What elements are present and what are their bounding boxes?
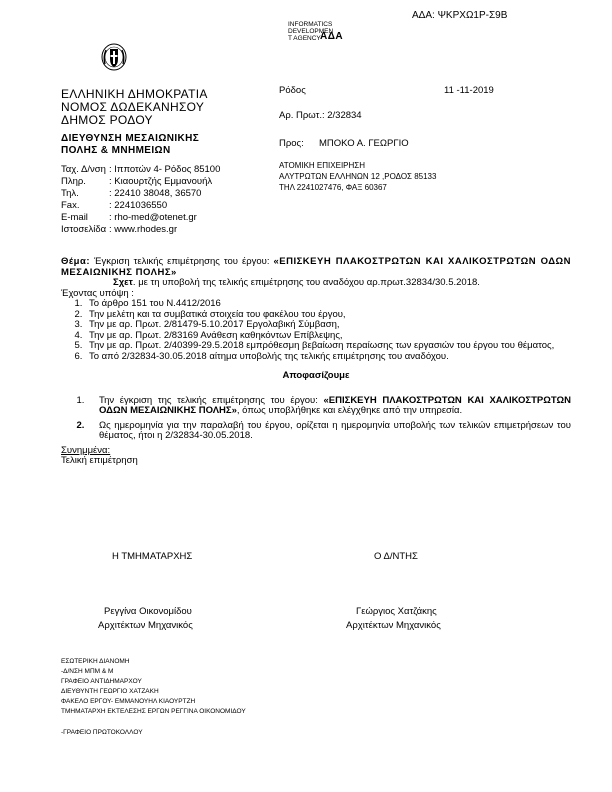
having-seen: Έχοντας υπόψη : (61, 287, 134, 299)
issuer-block (61, 88, 208, 127)
contact-label: Τηλ. (61, 188, 79, 199)
contact-label: Fax. (61, 200, 80, 211)
considerations-list (61, 299, 571, 362)
reference-text: . με τη υποβολή της τελικής επιμέτρησης του αναδόχου αρ.πρωτ.32834/30.5.2018. (132, 277, 480, 288)
contact-row (61, 224, 220, 236)
signature-right-title: Ο Δ/ΝΤΗΣ (374, 551, 418, 562)
document-body (61, 257, 571, 467)
diavgeia-stamp (288, 21, 408, 55)
contact-row (61, 176, 220, 188)
reference (113, 278, 571, 289)
subject-title: «ΕΠΙΣΚΕΥΗ ΠΛΑΚΟΣΤΡΩΤΩΝ ΚΑΙ ΧΑΛΙΚΟΣΤΡΩΤΩΝ ΟΔΩΝ ΜΕΣΑΙΩΝΙΚΗΣ ΠΟΛΗΣ» (61, 256, 572, 278)
list-item: 6. Το από 2/32834-30.05.2018 αίτημα υποβολής της τελικής επιμέτρησης του αναδόχου. (85, 352, 571, 363)
signature-right-name: Γεώργιος Χατζάκης (356, 606, 437, 617)
decisions-list (61, 396, 571, 442)
contact-value: : www.rhodes.gr (109, 224, 178, 235)
list-item: 2. Την μελέτη και τα συμβατικά στοιχεία του φακέλου του έργου, (85, 310, 571, 321)
ada-code: ΑΔΑ: ΨΚΡΧΩ1Ρ-Σ9Β (412, 10, 508, 21)
subject-label: Θέμα: (61, 256, 90, 267)
recipient-header (279, 138, 409, 149)
stamp-overlay: ΑΔΑ (320, 31, 344, 42)
contact-row (61, 200, 220, 212)
contact-value: : 2241036550 (109, 200, 168, 211)
stamp-line: T AGENCY (288, 35, 321, 42)
recipient-name: ΜΠΟΚΟ Α. ΓΕΩΡΓΙΟ (319, 138, 409, 149)
signature-left-title: Η ΤΜΗΜΑΤΑΡΧΗΣ (112, 551, 193, 562)
recipient-line: ΑΛΥΤΡΩΤΩΝ ΕΛΛΗΝΩΝ 12 ,ΡΟΔΟΣ 85133 (279, 172, 437, 181)
enclosed-label: Συνημμένα: (61, 444, 111, 456)
stamp-line: INFORMATICS (288, 21, 333, 28)
decision-title: «ΕΠΙΣΚΕΥΗ ΠΛΑΚΟΣΤΡΩΤΩΝ ΚΑΙ ΧΑΛΙΚΟΣΤΡΩΤΩΝ ΟΔΩΝ ΜΕΣΑΙΩΝΙΚΗΣ ΠΟΛΗΣ» (99, 394, 571, 416)
signature-left-role: Αρχιτέκτων Μηχανικός (98, 620, 193, 631)
subject (61, 257, 571, 278)
decision-item: 2. Ως ημερομηνία για την παραλαβή του έργου, ορίζεται η ημερομηνία υποβολής των τελικών επιμετρήσεων του θέματος, ήτοι η 2/32834-30.05.2018. (87, 421, 571, 442)
distribution-item: ΦΑΚΕΛΟ ΕΡΓΟΥ- ΕΜΜΑΝΟΥΗΛ ΚΙΑΟΥΡΤΖΗ (61, 698, 196, 705)
recipient-details (279, 160, 436, 193)
contact-label: E-mail (61, 212, 88, 223)
reference-label: Σχετ (113, 277, 133, 288)
decision-text: Την έγκριση της τελικής επιμέτρησης του έργου: (99, 394, 324, 406)
subject-text: Έγκριση τελικής επιμέτρησης του έργου: (90, 256, 274, 267)
greek-emblem-icon (99, 42, 129, 72)
enclosed-item: Τελική επιμέτρηση (61, 455, 138, 466)
contact-label: Ταχ. Δ/νση (61, 164, 106, 175)
distribution-item: ΕΣΩΤΕΡΙΚΗ ΔΙΑΝΟΜΗ (61, 658, 130, 665)
recipient-line: ΑΤΟΜΙΚΗ ΕΠΙΧΕΙΡΗΣΗ (279, 161, 365, 170)
distribution-protocol-office: -ΓΡΑΦΕΙΟ ΠΡΩΤΟΚΟΛΛΟΥ (61, 729, 143, 736)
issuer-prefecture: ΝΟΜΟΣ ΔΩΔΕΚΑΝΗΣΟΥ (61, 100, 205, 114)
contact-table (61, 164, 220, 236)
distribution-item: ΓΡΑΦΕΙΟ ΑΝΤΙΔΗΜΑΡΧΟΥ (61, 678, 142, 685)
directorate-block (61, 133, 199, 157)
contact-value: : Κιαουρτζής Εμμανουήλ (109, 176, 213, 187)
list-item: 3. Την με αρ. Πρωτ. 2/81479-5.10.2017 Εργολαβική Σύμβαση, (85, 320, 571, 331)
issuer-municipality: ΔΗΜΟΣ ΡΟΔΟΥ (61, 113, 153, 127)
contact-value: : Ιπποτών 4- Ρόδος 85100 (109, 164, 221, 175)
directorate-name-2: ΠΟΛΗΣ & ΜΝΗΜΕΙΩΝ (61, 145, 171, 156)
distribution-item: -Δ/ΝΣΗ ΜΠΜ & Μ (61, 668, 114, 675)
contact-row (61, 164, 220, 176)
distribution-list (61, 657, 246, 717)
list-item: 5. Την με αρ. Πρωτ. 2/40399-29.5.2018 εμπρόθεσμη βεβαίωση περαίωσης των εργασιών του έργου του θέματος, (85, 341, 571, 352)
contact-row (61, 188, 220, 200)
directorate-name: ΔΙΕΥΘΥΝΣΗ ΜΕΣΑΙΩΝΙΚΗΣ (61, 133, 200, 144)
list-item: 1. Το άρθρο 151 του Ν.4412/2016 (85, 299, 571, 310)
issuer-country: ΕΛΛΗΝΙΚΗ ΔΗΜΟΚΡΑΤΙΑ (61, 87, 208, 101)
contact-value: : rho-med@otenet.gr (109, 212, 197, 223)
decide-heading: Αποφασίζουμε (282, 370, 350, 381)
contact-row (61, 212, 220, 224)
decision-item (87, 396, 571, 417)
list-item: 4. Την με αρ. Πρωτ. 2/83169 Ανάθεση καθηκόντων Επίβλεψης, (85, 331, 571, 342)
place: Ρόδος (279, 85, 306, 96)
signature-right-role: Αρχιτέκτων Μηχανικός (346, 620, 441, 631)
recipient-line: ΤΗΛ 2241027476, ΦΑΞ 60367 (279, 183, 387, 192)
decision-tail: , όπως υποβλήθηκε και ελέγχθηκε από την υπηρεσία. (236, 405, 463, 416)
contact-label: Ιστοσελίδα (61, 224, 107, 235)
contact-value: : 22410 38048, 36570 (109, 188, 202, 199)
issue-date: 11 -11-2019 (444, 85, 494, 96)
recipient-to-label: Προς: (279, 138, 304, 149)
stamp-line: DEVELOPMEN (288, 28, 334, 35)
signature-left-name: Ρεγγίνα Οικονομίδου (104, 606, 192, 617)
distribution-item: ΤΜΗΜΑΤΑΡΧΗ ΕΚΤΕΛΕΣΗΣ ΕΡΓΩΝ ΡΕΓΓΙΝΑ ΟΙΚΟΝΟΜΙΔΟΥ (61, 708, 246, 715)
protocol-number: Αρ. Πρωτ.: 2/32834 (279, 110, 362, 121)
distribution-item: ΔΙΕΥΘΥΝΤΗ ΓΕΩΡΓΙΟ ΧΑΤΖΑΚΗ (61, 688, 159, 695)
contact-label: Πληρ. (61, 176, 86, 187)
